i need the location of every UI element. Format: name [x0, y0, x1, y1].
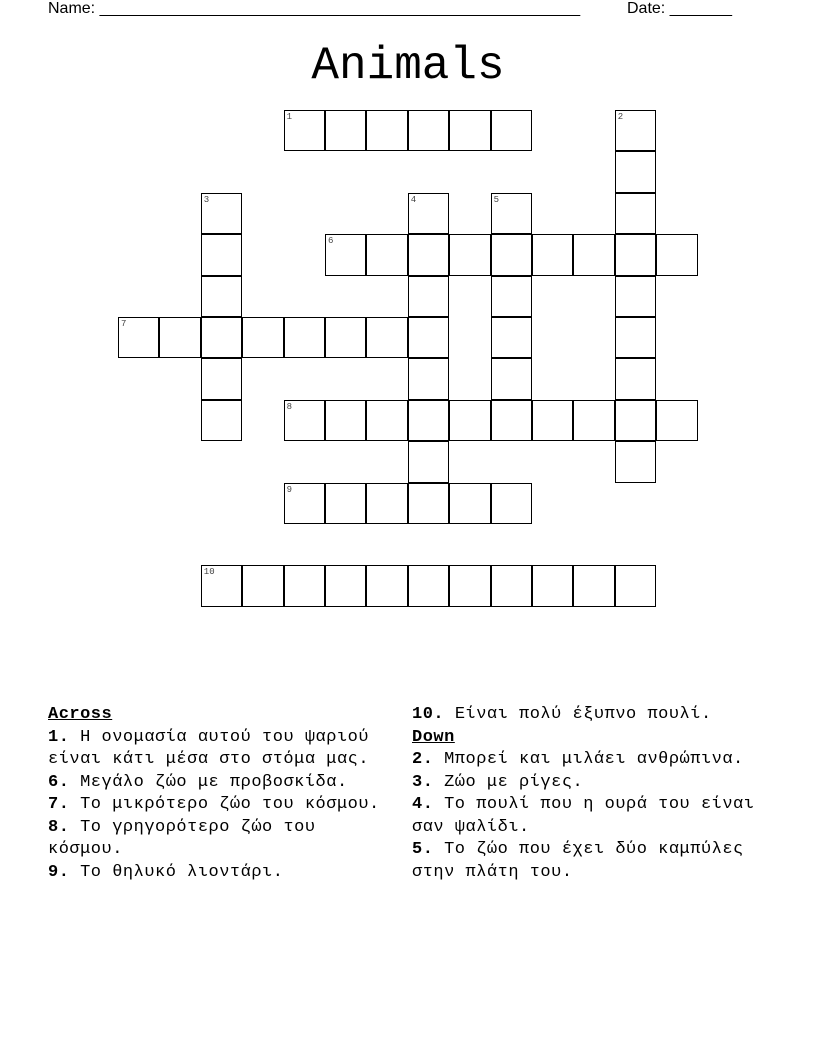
clue-across-6: [48, 772, 398, 795]
cell-number: 4: [410, 194, 417, 205]
clue-number: 1.: [48, 727, 70, 747]
puzzle-title: Animals: [311, 40, 505, 92]
grid-cell[interactable]: [491, 234, 532, 275]
clue-text: Ζώο με ρίγες.: [444, 772, 584, 792]
grid-cell[interactable]: [491, 276, 532, 317]
clue-text: Το ζώο που έχει δύο καμπύλες στην πλάτη του.: [412, 840, 744, 882]
grid-cell[interactable]: [366, 565, 407, 606]
cell-number: 2: [617, 112, 624, 122]
clue-down-4: [412, 794, 772, 839]
across-heading: Across: [48, 705, 113, 724]
grid-cell[interactable]: [408, 234, 449, 275]
clue-across-8: [48, 817, 398, 862]
grid-cell[interactable]: [242, 317, 283, 358]
cell-number: 5: [493, 194, 499, 205]
clue-number: 7.: [48, 795, 70, 814]
clue-text: Το μικρότερο ζώο του κόσμου.: [80, 795, 380, 814]
clue-number: 3.: [412, 772, 434, 792]
clue-number: 6.: [48, 772, 70, 792]
grid-cell[interactable]: [408, 483, 449, 524]
clue-number: 5.: [412, 840, 434, 859]
grid-cell[interactable]: [573, 234, 614, 275]
grid-cell[interactable]: [615, 110, 656, 151]
grid-cell[interactable]: [449, 110, 490, 151]
grid-cell[interactable]: [615, 234, 656, 275]
grid-cell[interactable]: [284, 110, 325, 151]
down-heading: Down: [412, 727, 455, 747]
grid-cell[interactable]: [491, 317, 532, 358]
clue-across-1: [48, 727, 398, 772]
grid-cell[interactable]: [615, 441, 656, 482]
grid-cell[interactable]: [573, 565, 614, 606]
grid-cell[interactable]: [656, 400, 697, 441]
grid-cell[interactable]: [491, 193, 532, 234]
grid-cell[interactable]: [615, 193, 656, 234]
cell-number: 7: [121, 319, 127, 329]
grid-cell[interactable]: [615, 151, 656, 192]
date-field[interactable]: Date: _______: [627, 0, 732, 17]
grid-cell[interactable]: [532, 565, 573, 606]
grid-cell[interactable]: [532, 234, 573, 275]
grid-cell[interactable]: [325, 565, 366, 606]
grid-cell[interactable]: [408, 358, 449, 399]
clue-text: Είναι πολύ έξυπνο πουλί.: [454, 705, 712, 724]
clue-text: Το θηλυκό λιοντάρι.: [80, 862, 284, 882]
grid-cell[interactable]: [366, 483, 407, 524]
clue-across-7: [48, 794, 398, 817]
grid-cell[interactable]: [242, 565, 283, 606]
grid-cell[interactable]: [201, 276, 242, 317]
grid-cell[interactable]: [491, 483, 532, 524]
grid-cell[interactable]: [366, 317, 407, 358]
grid-cell[interactable]: [201, 317, 242, 358]
cell-number: 3: [203, 194, 210, 205]
grid-cell[interactable]: [408, 565, 449, 606]
grid-cell[interactable]: [491, 358, 532, 399]
grid-cell[interactable]: [284, 317, 325, 358]
grid-cell[interactable]: [449, 234, 490, 275]
grid-cell[interactable]: [408, 441, 449, 482]
grid-cell[interactable]: [615, 358, 656, 399]
grid-cell[interactable]: [491, 110, 532, 151]
grid-cell[interactable]: [201, 400, 242, 441]
grid-cell[interactable]: [325, 110, 366, 151]
grid-cell[interactable]: [325, 400, 366, 441]
clues-right-column: [412, 704, 772, 884]
grid-cell[interactable]: [408, 317, 449, 358]
cell-number: 1: [286, 112, 292, 122]
grid-cell[interactable]: [449, 483, 490, 524]
grid-cell[interactable]: [201, 358, 242, 399]
grid-cell[interactable]: [366, 234, 407, 275]
grid-cell[interactable]: [366, 110, 407, 151]
grid-cell[interactable]: [118, 317, 159, 358]
grid-cell[interactable]: [366, 400, 407, 441]
grid-cell[interactable]: [325, 317, 366, 358]
grid-cell[interactable]: [615, 565, 656, 606]
grid-cell[interactable]: [532, 400, 573, 441]
grid-cell[interactable]: [491, 400, 532, 441]
clue-number: 4.: [412, 795, 434, 814]
cell-number: 9: [286, 484, 292, 495]
grid-cell[interactable]: [201, 193, 242, 234]
grid-cell[interactable]: [408, 193, 449, 234]
grid-cell[interactable]: [449, 565, 490, 606]
clue-number: 9.: [48, 862, 70, 882]
grid-cell[interactable]: [615, 317, 656, 358]
clue-across-9: [48, 862, 398, 885]
grid-cell[interactable]: [201, 565, 242, 606]
grid-cell[interactable]: [615, 276, 656, 317]
clue-down-2: [412, 749, 772, 772]
grid-cell[interactable]: [449, 400, 490, 441]
grid-cell[interactable]: [491, 565, 532, 606]
clue-text: Μπορεί και μιλάει ανθρώπινα.: [444, 750, 744, 769]
grid-cell[interactable]: [325, 234, 366, 275]
grid-cell[interactable]: [284, 400, 325, 441]
grid-cell[interactable]: [573, 400, 614, 441]
grid-cell[interactable]: [656, 234, 697, 275]
clue-down-5: [412, 839, 772, 884]
clue-number: 8.: [48, 817, 70, 837]
clue-number: 2.: [412, 750, 434, 769]
cell-number: 10: [203, 567, 215, 578]
clue-text: Το γρηγορότερο ζώο του κόσμου.: [48, 817, 316, 859]
grid-cell[interactable]: [159, 317, 200, 358]
grid-cell[interactable]: [408, 276, 449, 317]
grid-cell[interactable]: [408, 110, 449, 151]
grid-cell[interactable]: [201, 234, 242, 275]
grid-cell[interactable]: [408, 400, 449, 441]
clue-down-3: [412, 772, 772, 795]
clue-text: Η ονομασία αυτού του ψαριού είναι κάτι μέσα στο στόμα μας.: [48, 727, 370, 769]
clue-number: 10.: [412, 705, 445, 724]
grid-cell[interactable]: [284, 483, 325, 524]
clue-text: Το πουλί που η ουρά του είναι σαν ψαλίδι.: [412, 795, 755, 837]
clue-text: Μεγάλο ζώο με προβοσκίδα.: [80, 772, 348, 792]
name-field[interactable]: Name: ______________________________________________________: [48, 0, 581, 17]
grid-cell[interactable]: [615, 400, 656, 441]
clues-left-column: [48, 704, 398, 884]
grid-cell[interactable]: [284, 565, 325, 606]
cell-number: 6: [328, 236, 334, 247]
clue-across-10: [412, 704, 772, 727]
grid-cell[interactable]: [325, 483, 366, 524]
cell-number: 8: [286, 401, 292, 412]
